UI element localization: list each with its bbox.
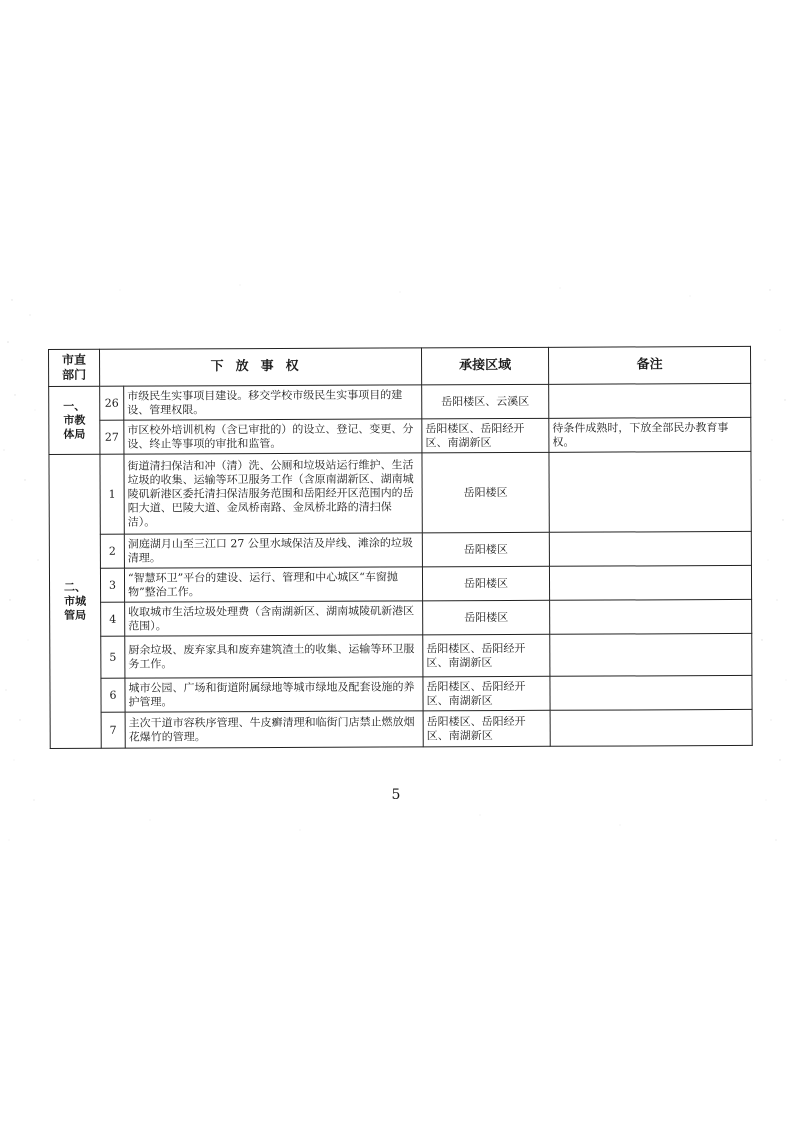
dept-header (49, 349, 100, 386)
row-number: 7 (101, 712, 125, 748)
note-text (549, 565, 751, 600)
note-text (550, 633, 752, 676)
area-text: 岳阳楼区 (422, 566, 549, 601)
table-row (49, 565, 751, 602)
matter-text: 街道清扫保洁和冲（清）洗、公厕和垃圾站运行维护、生活垃圾的收集、运输等环卫服务工作（含原南湖新区、湖南城陵矶新港区委托清扫保洁服务范围和岳阳经开区范围内的岳阳大道、巴陵大道、金凤桥南路、金凤桥北路的清扫保洁）。 (124, 453, 422, 534)
table-row (50, 709, 752, 748)
row-number: 3 (100, 568, 124, 602)
table-row (50, 675, 752, 712)
matter-text: 厨余垃圾、废弃家具和废弃建筑渣土的收集、运输等环卫服务工作。 (125, 635, 423, 678)
matter-header: 下放事权 (100, 348, 422, 386)
dept-urb-line3: 管局 (64, 608, 87, 622)
table-row (49, 531, 751, 568)
dept-edu-line1: 一、 (63, 399, 86, 413)
row-number: 4 (101, 602, 125, 636)
area-text: 岳阳楼区 (422, 452, 549, 533)
matter-text: “智慧环卫”平台的建设、运行、管理和中心城区“车窗抛物”整治工作。 (124, 567, 422, 602)
dept-edu-line3: 体局 (63, 427, 86, 441)
dept-edu-line2: 市教 (63, 413, 86, 427)
note-header: 备注 (549, 346, 751, 384)
row-number: 2 (100, 534, 124, 568)
page-number: 5 (391, 787, 401, 803)
table-header-row (49, 346, 751, 386)
table-row (50, 633, 752, 678)
area-text: 岳阳楼区、岳阳经开区、南湖新区 (422, 418, 549, 453)
area-header: 承接区域 (422, 347, 549, 385)
dept-cell-urban-management (49, 454, 101, 748)
area-text: 岳阳楼区、岳阳经开区、南湖新区 (423, 634, 550, 677)
row-number: 1 (100, 454, 124, 534)
note-text (550, 675, 752, 710)
row-number: 26 (100, 386, 124, 420)
matter-text: 市区校外培训机构（含已审批的）的设立、登记、变更、分设、终止等事项的审批和监管。 (124, 419, 422, 454)
matter-text: 主次干道市容秩序管理、牛皮癣清理和临街门店禁止燃放烟花爆竹的管理。 (125, 711, 423, 748)
row-number: 27 (100, 420, 124, 454)
dept-urb-line1: 二、 (64, 580, 87, 594)
dept-cell-education (49, 386, 100, 454)
table-row (49, 417, 751, 454)
dept-header-line2: 部门 (62, 367, 87, 382)
matter-text: 城市公园、广场和街道附属绿地等城市绿地及配套设施的养护管理。 (125, 677, 423, 712)
note-text: 待条件成熟时，下放全部民办教育事权。 (549, 417, 751, 452)
note-text (549, 451, 751, 532)
row-number: 5 (101, 636, 125, 678)
note-text (549, 383, 751, 418)
note-text (550, 599, 752, 634)
table-row (50, 599, 752, 636)
area-text: 岳阳楼区、岳阳经开区、南湖新区 (423, 710, 550, 747)
note-text (549, 531, 751, 566)
matter-text: 市级民生实事项目建设。移交学校市级民生实事项目的建设、管理权限。 (124, 385, 422, 420)
decentralized-powers-table (48, 346, 753, 749)
area-text: 岳阳楼区、云溪区 (422, 384, 549, 419)
note-text (550, 709, 752, 746)
row-number: 6 (101, 678, 125, 712)
area-text: 岳阳楼区、岳阳经开区、南湖新区 (423, 676, 550, 711)
table-row (49, 451, 751, 534)
table-row (49, 383, 751, 420)
area-text: 岳阳楼区 (422, 532, 549, 567)
dept-urb-line2: 市城 (64, 594, 87, 608)
area-text: 岳阳楼区 (423, 600, 550, 635)
matter-text: 收取城市生活垃圾处理费（含南湖新区、湖南城陵矶新港区范围）。 (125, 601, 423, 636)
dept-header-line1: 市直 (62, 352, 87, 367)
matter-text: 洞庭湖月山至三江口 27 公里水域保洁及岸线、滩涂的垃圾清理。 (124, 533, 422, 568)
